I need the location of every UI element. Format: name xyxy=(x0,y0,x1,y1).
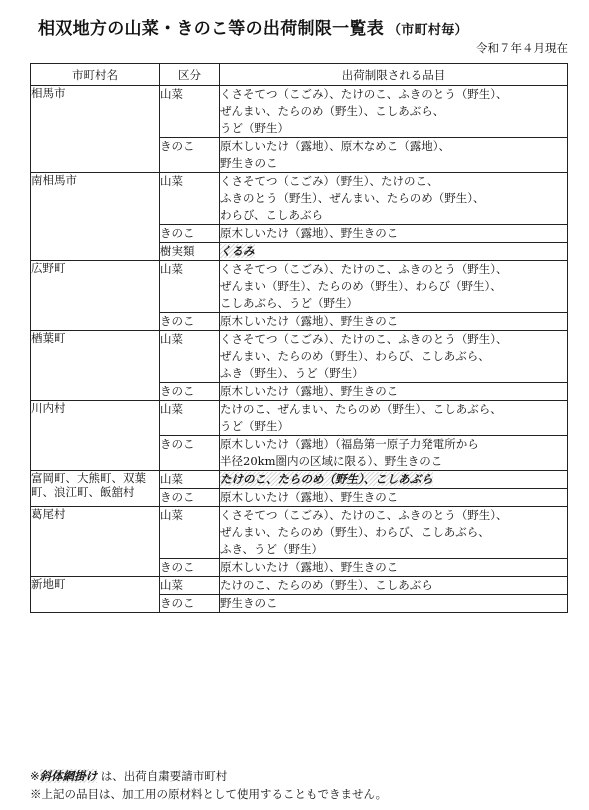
category-cell: きのこ xyxy=(160,559,220,577)
header-municipality: 市町村名 xyxy=(31,64,160,86)
table-row xyxy=(31,401,568,436)
item-line: くさそてつ（こごみ）、たけのこ、ふきのとう（野生）、 xyxy=(220,262,508,276)
category-cell: 山菜 xyxy=(160,401,220,436)
item-line: うど（野生） xyxy=(220,121,289,135)
category-cell: きのこ xyxy=(160,225,220,243)
category-cell: 山菜 xyxy=(160,331,220,383)
items-cell xyxy=(220,401,568,436)
footer-note-1-mark: 斜体網掛け xyxy=(39,769,98,783)
category-cell: 山菜 xyxy=(160,86,220,138)
footer-note-1-rest: は、出荷自粛要請市町村 xyxy=(97,769,228,783)
item-line: 原木しいたけ（露地）（福島第一原子力発電所から xyxy=(220,437,479,451)
item-line: わらび、こしあぶら xyxy=(220,208,324,222)
items-cell xyxy=(220,436,568,471)
category-cell: 山菜 xyxy=(160,261,220,313)
item-line: ぜんまい、たらのめ（野生）、わらび、こしあぶら、 xyxy=(220,525,490,539)
item-line: 原木しいたけ（露地）、野生きのこ xyxy=(220,314,399,328)
footer-note-1-prefix: ※ xyxy=(30,769,40,783)
table-row xyxy=(31,577,568,595)
category-cell: きのこ xyxy=(160,595,220,613)
items-cell xyxy=(220,331,568,383)
items-cell xyxy=(220,471,568,489)
footer-note-2: ※上記の品目は、加工用の原材料として使用することもできません。 xyxy=(30,787,388,801)
category-cell: きのこ xyxy=(160,138,220,173)
restriction-table xyxy=(30,63,568,613)
item-line: ふきのとう（野生）、ぜんまい、たらのめ（野生）、 xyxy=(220,191,485,205)
item-line-text: くるみ xyxy=(220,244,255,258)
municipality-cell: 新地町 xyxy=(31,577,160,613)
municipality-cell: 広野町 xyxy=(31,261,160,331)
item-line: たけのこ、ぜんまい、たらのめ（野生）、こしあぶら、 xyxy=(220,402,502,416)
table-row xyxy=(31,173,568,225)
items-cell xyxy=(220,261,568,313)
category-cell: きのこ xyxy=(160,383,220,401)
category-cell: きのこ xyxy=(160,436,220,471)
item-line: 野生きのこ xyxy=(220,596,278,610)
table-body xyxy=(31,86,568,613)
item-line: 原木しいたけ（露地）、野生きのこ xyxy=(220,384,399,398)
title-text: 相双地方の山菜・きのこ等の出荷制限一覧表 xyxy=(38,19,384,39)
items-cell xyxy=(220,489,568,507)
category-cell: 山菜 xyxy=(160,471,220,489)
municipality-cell: 富岡町、大熊町、双葉町、浪江町、飯舘村 xyxy=(31,471,160,507)
municipality-cell: 葛尾村 xyxy=(31,507,160,577)
municipality-cell: 南相馬市 xyxy=(31,173,160,261)
item-line-text: たけのこ、たらのめ（野生）、こしあぶら xyxy=(220,472,433,486)
table-row xyxy=(31,86,568,138)
table-row xyxy=(31,261,568,313)
item-line: 原木しいたけ（露地）、野生きのこ xyxy=(220,560,399,574)
item-line: ぜんまい、たらのめ（野生）、こしあぶら、 xyxy=(220,104,445,118)
table-row xyxy=(31,331,568,383)
item-line: くさそてつ（こごみ）、たけのこ、ふきのとう（野生）、 xyxy=(220,87,508,101)
item-line: こしあぶら、うど（野生） xyxy=(220,296,358,310)
category-cell: 山菜 xyxy=(160,507,220,559)
items-cell xyxy=(220,559,568,577)
table-header-row xyxy=(31,64,568,86)
category-cell: 山菜 xyxy=(160,173,220,225)
header-category: 区分 xyxy=(160,64,220,86)
item-line: ぜんまい、たらのめ（野生）、わらび、こしあぶら、 xyxy=(220,349,490,363)
items-cell xyxy=(220,86,568,138)
category-cell: 樹実類 xyxy=(160,243,220,261)
item-line: 野生きのこ xyxy=(220,156,278,170)
items-cell xyxy=(220,173,568,225)
item-line: 半径20km圏内の区域に限る）、野生きのこ xyxy=(220,454,443,468)
item-line xyxy=(220,243,567,260)
municipality-cell: 川内村 xyxy=(31,401,160,471)
item-line: くさそてつ（こごみ）、たけのこ、ふきのとう（野生）、 xyxy=(220,508,508,522)
items-cell xyxy=(220,243,568,261)
items-cell xyxy=(220,507,568,559)
items-cell xyxy=(220,383,568,401)
items-cell xyxy=(220,225,568,243)
item-line xyxy=(220,471,567,488)
item-line: たけのこ、たらのめ（野生）、こしあぶら xyxy=(220,578,433,592)
item-line: くさそてつ（こごみ）（野生）、たけのこ、 xyxy=(220,174,439,188)
as-of-date: 令和７年４月現在 xyxy=(476,41,568,55)
item-line: ふき（野生）、うど（野生） xyxy=(220,366,364,380)
items-cell xyxy=(220,577,568,595)
footer-note-1 xyxy=(30,768,227,784)
municipality-cell: 楢葉町 xyxy=(31,331,160,401)
items-cell xyxy=(220,313,568,331)
item-line: ふき、うど（野生） xyxy=(220,542,324,556)
item-line: 原木しいたけ（露地）、野生きのこ xyxy=(220,490,399,504)
category-cell: きのこ xyxy=(160,489,220,507)
municipality-cell: 相馬市 xyxy=(31,86,160,173)
header-items: 出荷制限される品目 xyxy=(220,64,568,86)
item-line: ぜんまい（野生）、たらのめ（野生）、わらび（野生）、 xyxy=(220,279,502,293)
items-cell xyxy=(220,595,568,613)
title-suffix: （市町村毎） xyxy=(388,23,468,38)
item-line: うど（野生） xyxy=(220,419,289,433)
category-cell: きのこ xyxy=(160,313,220,331)
category-cell: 山菜 xyxy=(160,577,220,595)
items-cell xyxy=(220,138,568,173)
item-line: 原木しいたけ（露地）、原木なめこ（露地）、 xyxy=(220,139,450,153)
table-row xyxy=(31,507,568,559)
item-line: くさそてつ（こごみ）、たけのこ、ふきのとう（野生）、 xyxy=(220,332,508,346)
page-title xyxy=(38,14,468,39)
item-line: 原木しいたけ（露地）、野生きのこ xyxy=(220,226,399,240)
table-row xyxy=(31,471,568,489)
